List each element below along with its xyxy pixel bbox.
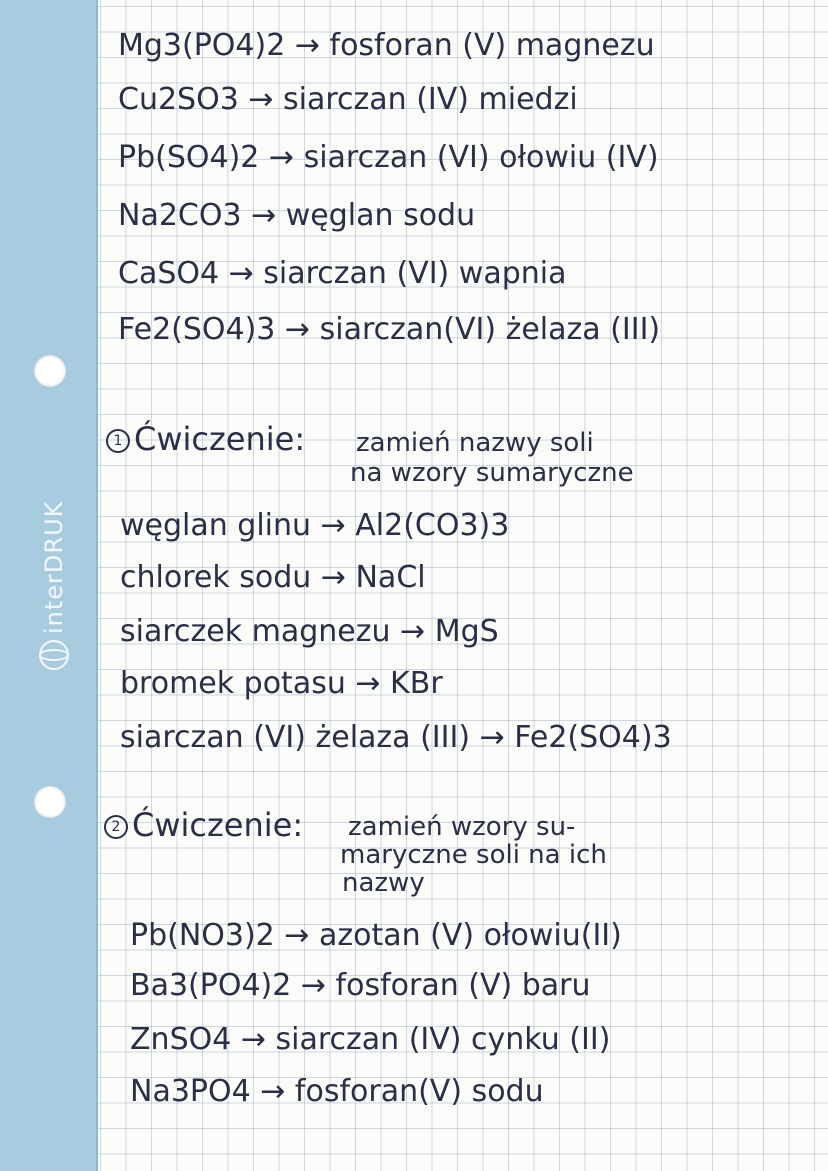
exercise-1-heading	[106, 420, 305, 458]
formula-line: Cu2SO3 → siarczan (IV) miedzi	[118, 82, 578, 117]
exercise-2-instruction: maryczne soli na ich	[340, 840, 607, 870]
brand-name: interDRUK	[40, 500, 68, 634]
exercise-2-line: Ba3(PO4)2 → fosforan (V) baru	[130, 968, 591, 1003]
punch-hole-top	[34, 355, 66, 387]
exercise-title: Ćwiczenie:	[134, 420, 306, 458]
exercise-2-heading	[104, 806, 303, 844]
exercise-1-line: węglan glinu → Al2(CO3)3	[120, 508, 510, 543]
exercise-title: Ćwiczenie:	[132, 806, 304, 844]
brand-logo	[34, 500, 74, 670]
globe-icon	[39, 640, 69, 670]
formula-line: Na2CO3 → węglan sodu	[118, 198, 476, 233]
exercise-2-line: ZnSO4 → siarczan (IV) cynku (II)	[130, 1022, 611, 1057]
exercise-2-line: Na3PO4 → fosforan(V) sodu	[130, 1074, 544, 1109]
formula-line: Pb(SO4)2 → siarczan (VI) ołowiu (IV)	[118, 140, 659, 175]
exercise-2-instruction: zamień wzory su-	[348, 812, 576, 842]
punch-hole-bottom	[34, 786, 66, 818]
page-margin-strip	[0, 0, 98, 1171]
formula-line: Mg3(PO4)2 → fosforan (V) magnezu	[118, 28, 655, 63]
exercise-1-instruction: zamień nazwy soli	[356, 428, 594, 458]
exercise-number: 2	[104, 815, 128, 839]
formula-line: Fe2(SO4)3 → siarczan(VI) żelaza (III)	[118, 312, 661, 347]
exercise-1-line: bromek potasu → KBr	[120, 666, 443, 701]
formula-line: CaSO4 → siarczan (VI) wapnia	[118, 256, 567, 291]
exercise-1-line: siarczek magnezu → MgS	[120, 614, 499, 649]
exercise-1-line: chlorek sodu → NaCl	[120, 560, 426, 595]
exercise-1-line: siarczan (VI) żelaza (III) → Fe2(SO4)3	[120, 720, 672, 755]
exercise-2-line: Pb(NO3)2 → azotan (V) ołowiu(II)	[130, 918, 622, 953]
exercise-number: 1	[106, 429, 130, 453]
exercise-2-instruction: nazwy	[342, 868, 425, 898]
exercise-1-instruction: na wzory sumaryczne	[350, 458, 634, 488]
